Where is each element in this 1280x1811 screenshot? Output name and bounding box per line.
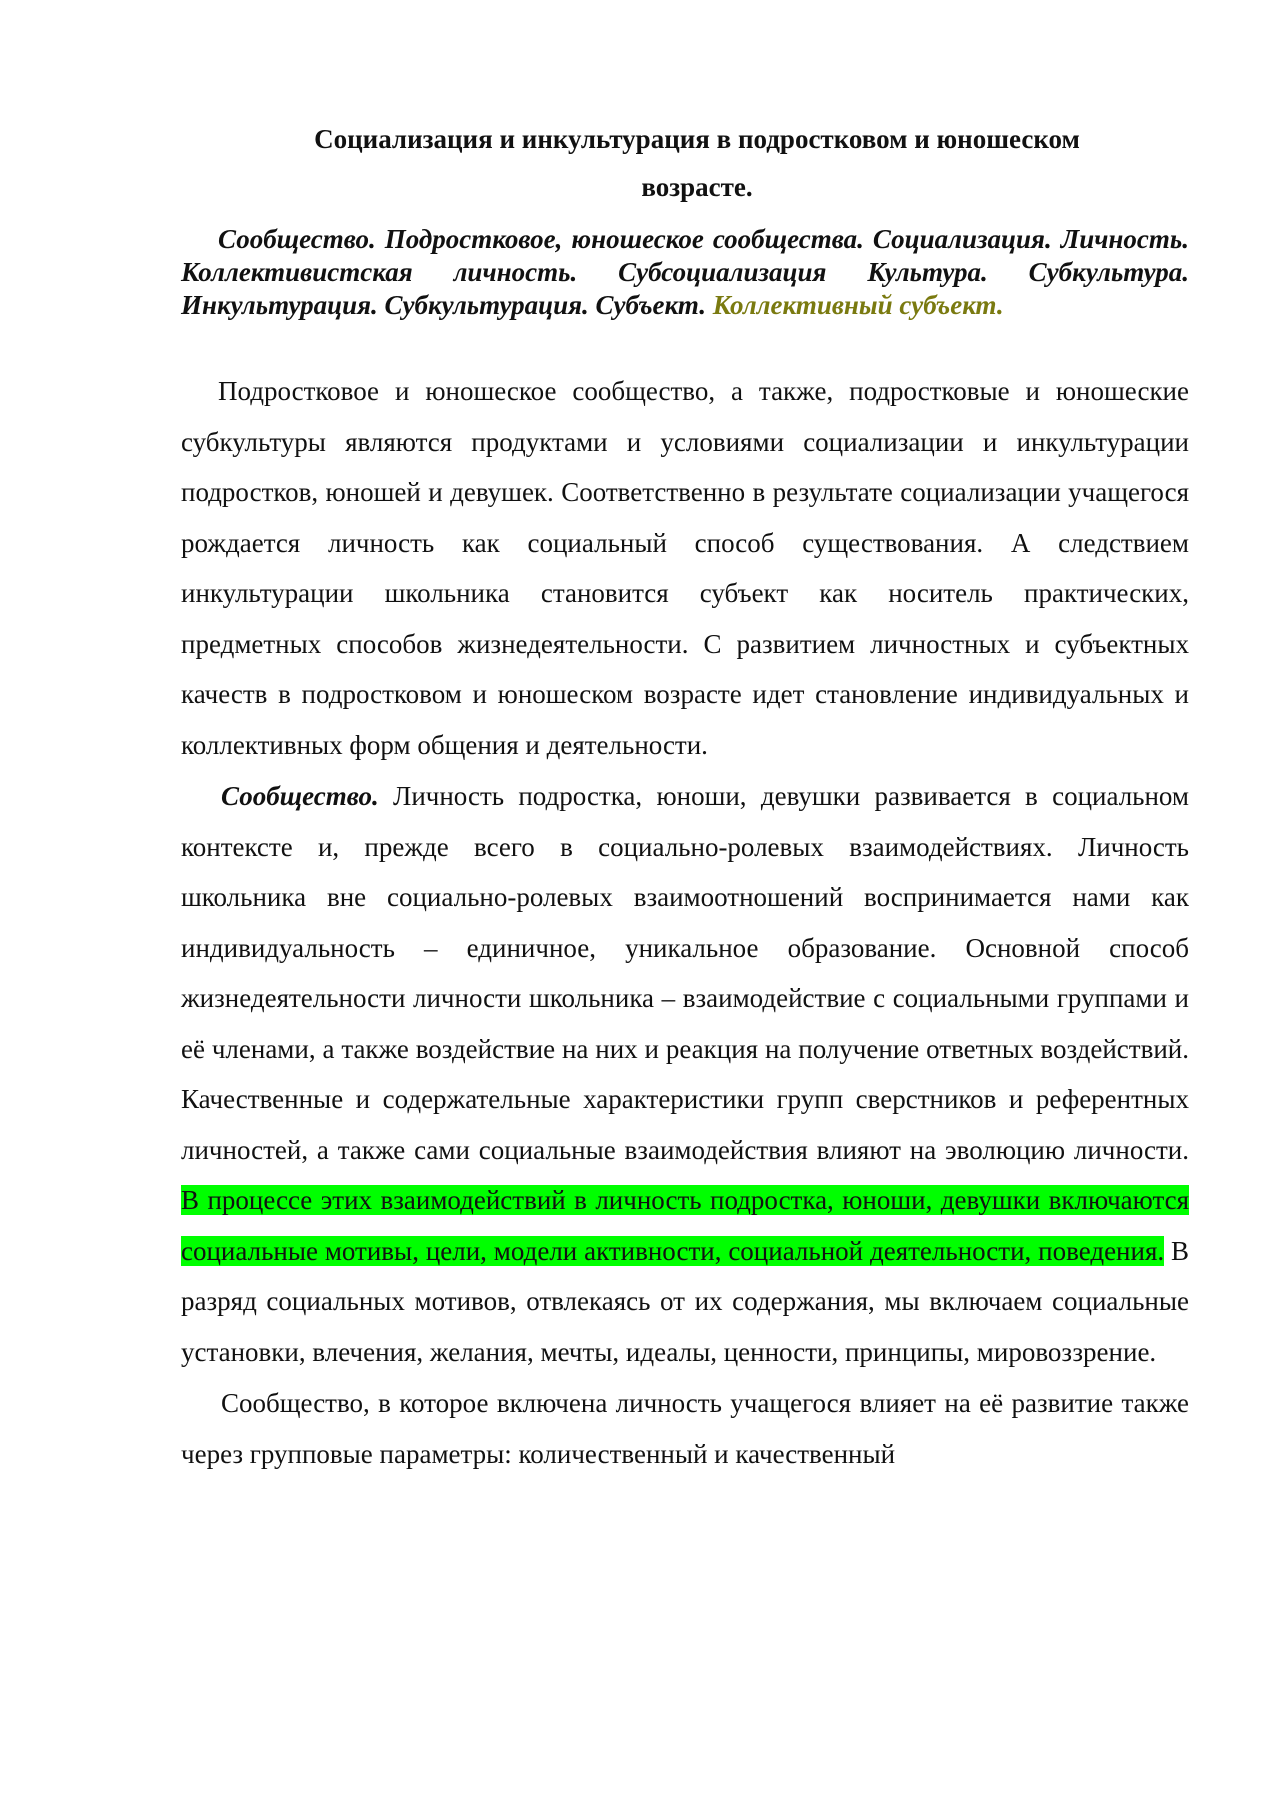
paragraph-3: Сообщество, в которое включена личность учащегося влияет на её развитие также через групповые параметры: количественный и качественный (181, 1388, 1189, 1469)
paragraph-2-text-after: В разряд социальных мотивов, отвлекаясь от их содержания, мы включаем социальные установки, влечения, желания, мечты, идеалы, ценности, принципы, мировоззрение. (181, 1235, 1190, 1367)
keywords-main: Сообщество. Подростковое, юношеское сообщества. Социализация. Личность. Коллективистская личность. Субсоциализация Культура. Субкультура. Инкультурация. Субкультурация. Субъект. (181, 224, 1189, 320)
keywords-block (181, 223, 1189, 322)
document-page (181, 115, 1189, 1480)
paragraph-2-text-before: Личность подростка, юноши, девушки развивается в социальном контексте и, прежде всего в социально-ролевых взаимодействиях. Личность школьника вне социально-ролевых взаимоотношений воспринимается нами как индивидуальность – единичное, уникальное образование. Основной способ жизнедеятельности личности школьника – взаимодействие с социальными группами и её членами, а также воздействие на них и реакция на получение ответных воздействий. Качественные и содержательные характеристики групп сверстников и референтных личностей, а также сами социальные взаимодействия влияют на эволюцию личности. (181, 781, 1189, 1165)
paragraph-1: Подростковое и юношеское сообщество, а также, подростковые и юношеские субкультуры являются продуктами и условиями социализации и инкультурации подростков, юношей и девушек. Соответственно в результате социализации учащегося рождается личность как социальный способ существования. А следствием инкультурации школьника становится субъект как носитель практических, предметных способов жизнедеятельности. С развитием личностных и субъектных качеств в подростковом и юношеском возрасте идет становление индивидуальных и коллективных форм общения и деятельности. (181, 376, 1189, 760)
document-title: Социализация и инкультурация в подростковом и юношеском возрасте. (314, 124, 1080, 202)
highlighted-text: В процессе этих взаимодействий в личность подростка, юноши, девушки включаются социальные мотивы, цели, модели активности, социальной деятельности, поведения. (181, 1185, 1189, 1266)
paragraph-2 (181, 771, 1189, 1377)
keywords-accent: Коллективный субъект. (712, 290, 1004, 320)
paragraph-2-lead: Сообщество. (221, 781, 379, 811)
